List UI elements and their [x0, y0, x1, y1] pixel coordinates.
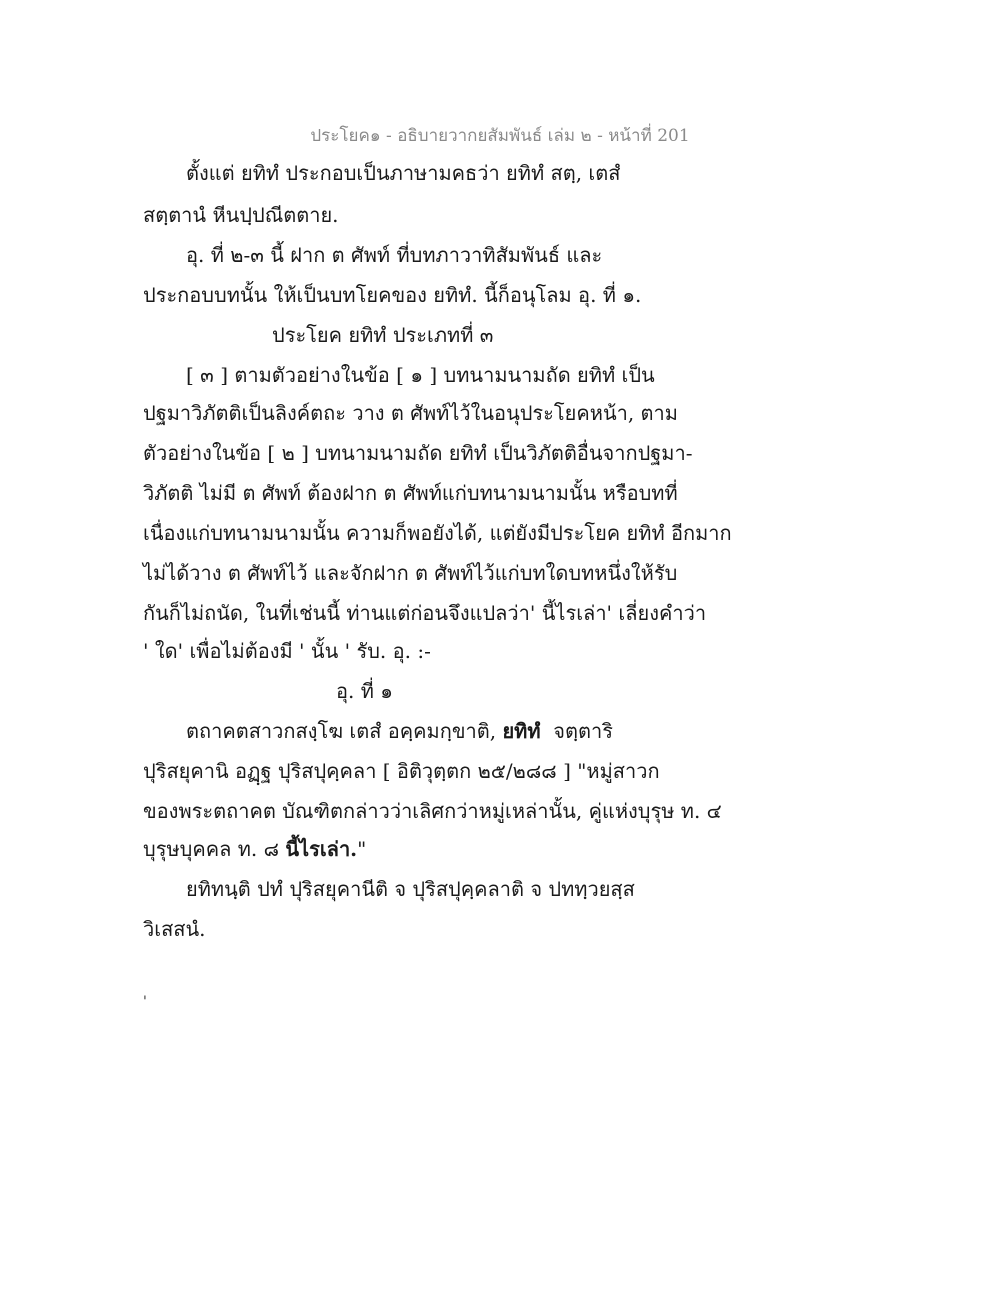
text-line-4: ประกอบบทนั้น ให้เป็นบทโยคของ ยทิทํ. นี้ก็อนุโลม อุ. ที่ ๑.	[143, 283, 642, 307]
text-line-19: ยทิทนฺติ ปทํ ปุริสยุคานีติ จ ปุริสปุคฺคลาติ จ ปททฺวยสฺส	[186, 877, 635, 901]
text-line-2: สตฺตานํ หีนปฺปณีตตาย.	[143, 203, 339, 227]
text-line-9: วิภัตติ ไม่มี ต ศัพท์ ต้องฝาก ต ศัพท์แก่บทนามนามนั้น หรือบทที่	[143, 481, 678, 505]
text-line-15-start: ตถาคตสาวกสงฺโฆ เตสํ อคฺคมกฺขาติ,	[186, 719, 497, 743]
bold-term-ni-rai-lao: นี้ไรเล่า.	[285, 837, 358, 861]
text-line-10: เนื่องแก่บทนามนามนั้น ความก็พอยังได้, แต่ยังมีประโยค ยทิทํ อีกมาก	[143, 521, 732, 545]
text-line-16: ปุริสยุคานิ อฏฺฐ ปุริสปุคฺคลา [ อิติวุตฺตก ๒๕/๒๘๘ ] "หมู่สาวก	[143, 759, 660, 783]
page-header: ประโยค๑ - อธิบายวากยสัมพันธ์ เล่ม ๒ - หน้าที่ 201	[310, 126, 690, 146]
text-line-17: ของพระตถาคต บัณฑิตกล่าวว่าเลิศกว่าหมู่เหล่านั้น, คู่แห่งบุรุษ ท. ๔	[143, 799, 722, 823]
text-line-1: ตั้งแต่ ยทิทํ ประกอบเป็นภาษามคธว่า ยทิทํ สตฺ, เตสํ	[186, 161, 621, 185]
text-line-15	[186, 716, 613, 746]
bold-term-yathidam: ยทิทํ	[502, 719, 541, 743]
stray-mark: '	[143, 994, 147, 1010]
text-line-15-end: จตฺตาริ	[553, 719, 613, 743]
text-line-20: วิเสสนํ.	[143, 917, 206, 941]
text-line-12: กันก็ไม่ถนัด, ในที่เช่นนี้ ท่านแต่ก่อนจึงแปลว่า' นี้ไรเล่า' เลี่ยงคำว่า	[143, 601, 707, 625]
closing-quote: "	[357, 837, 367, 861]
text-line-8: ตัวอย่างในข้อ [ ๒ ] บทนามนามถัด ยทิทํ เป็นวิภัตติอื่นจากปฐมา-	[143, 441, 693, 465]
text-line-3: อุ. ที่ ๒-๓ นี้ ฝาก ต ศัพท์ ที่บทภาวาทิสัมพันธ์ และ	[186, 243, 603, 267]
text-line-13: ' ใด' เพื่อไม่ต้องมี ' นั้น ' รับ. อุ. :-	[143, 639, 431, 663]
text-line-6: [ ๓ ] ตามตัวอย่างในข้อ [ ๑ ] บทนามนามถัด ยทิทํ เป็น	[186, 363, 655, 387]
text-line-18-start: บุรุษบุคคล ท. ๘	[143, 837, 280, 861]
example-heading: อุ. ที่ ๑	[336, 679, 393, 703]
text-line-11: ไม่ได้วาง ต ศัพท์ไว้ และจักฝาก ต ศัพท์ไว้แก่บทใดบทหนึ่งให้รับ	[143, 561, 678, 585]
section-heading: ประโยค ยทิทํ ประเภทที่ ๓	[272, 323, 494, 347]
text-line-7: ปฐมาวิภัตติเป็นลิงค์ตถะ วาง ต ศัพท์ไว้ในอนุประโยคหน้า, ตาม	[143, 401, 678, 425]
text-line-18	[143, 834, 366, 864]
